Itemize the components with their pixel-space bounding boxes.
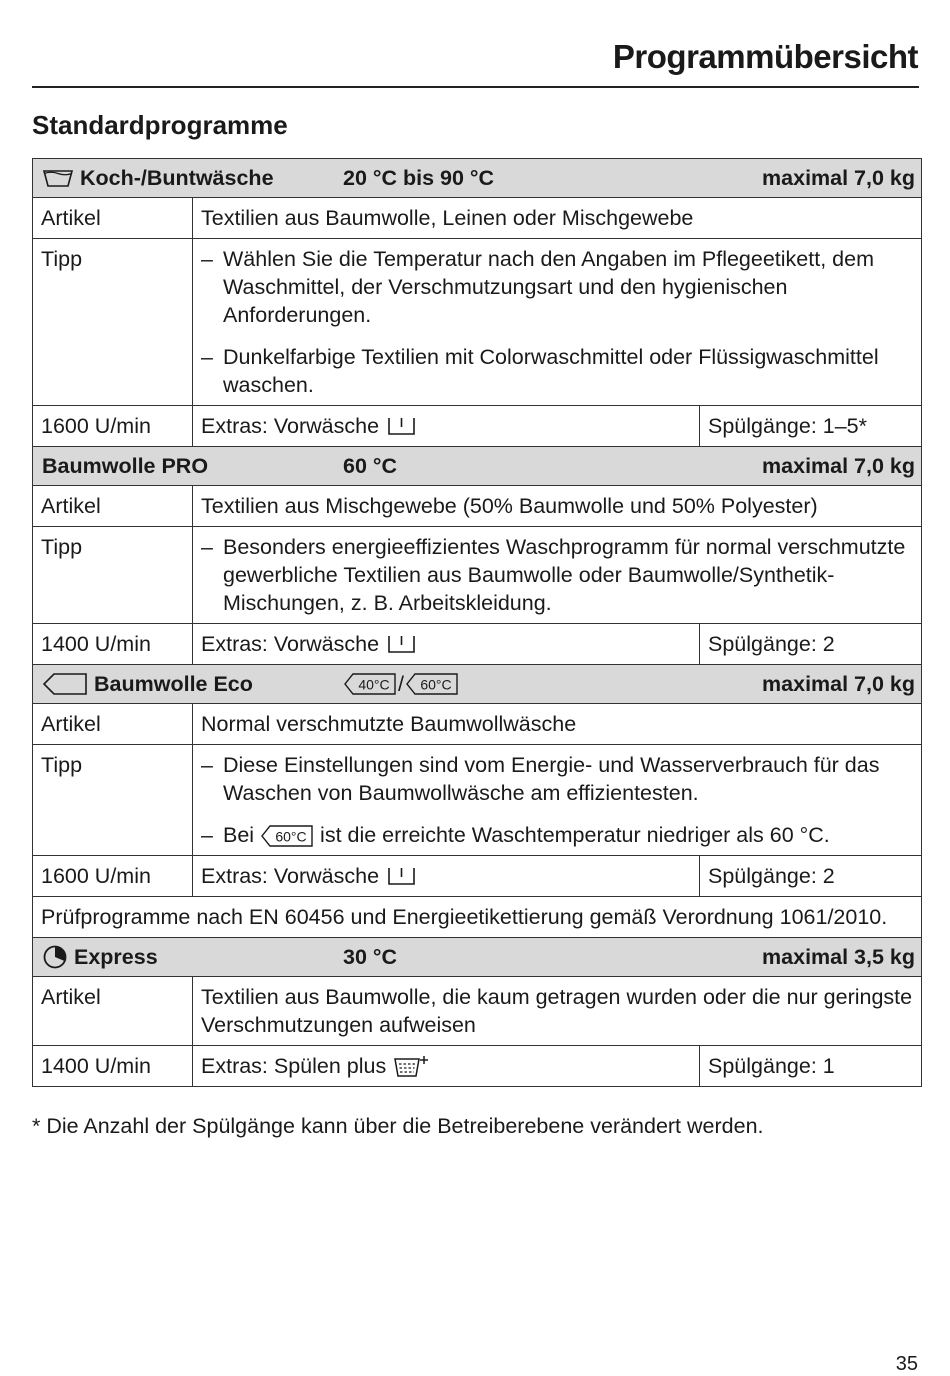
table-row bbox=[33, 745, 922, 856]
extras-label: Extras: Spülen plus bbox=[201, 1054, 387, 1078]
rinse-count: Spülgänge: 2 bbox=[700, 856, 922, 897]
test-program-note: Prüfprogramme nach EN 60456 und Energieetikettierung gemäß Verordnung 1061/2010. bbox=[33, 897, 922, 938]
table-row bbox=[33, 198, 922, 239]
temperature-separator: / bbox=[398, 672, 404, 696]
program-temperature: 20 °C bis 90 °C bbox=[343, 166, 495, 190]
table-row bbox=[33, 977, 922, 1046]
row-label: Tipp bbox=[33, 745, 193, 856]
tipp-cell bbox=[193, 745, 922, 856]
table-row bbox=[33, 704, 922, 745]
artikel-text: Textilien aus Baumwolle, Leinen oder Mischgewebe bbox=[193, 198, 922, 239]
program-max-load: maximal 7,0 kg bbox=[762, 672, 916, 696]
table-row bbox=[33, 1046, 922, 1087]
temperature-badge-40-icon bbox=[343, 672, 397, 696]
table-row bbox=[33, 406, 922, 447]
spin-speed: 1600 U/min bbox=[33, 406, 193, 447]
temperature-badge-60-icon bbox=[405, 672, 459, 696]
prewash-icon bbox=[385, 865, 419, 889]
svg-text:60°C: 60°C bbox=[420, 676, 452, 693]
extras-label: Extras: Vorwäsche bbox=[201, 632, 380, 656]
artikel-text: Textilien aus Baumwolle, die kaum getragen wurden oder die nur geringste Verschmutzungen aufweisen bbox=[193, 977, 922, 1046]
table-row bbox=[33, 239, 922, 406]
row-label: Tipp bbox=[33, 239, 193, 406]
spin-speed: 1600 U/min bbox=[33, 856, 193, 897]
program-temperature: 60 °C bbox=[343, 454, 398, 478]
header-divider bbox=[32, 86, 919, 88]
prewash-icon bbox=[385, 633, 419, 657]
row-label: Artikel bbox=[33, 198, 193, 239]
program-header-koch-buntwaesche bbox=[33, 159, 922, 198]
rinse-count: Spülgänge: 1–5* bbox=[700, 406, 922, 447]
prewash-icon bbox=[385, 415, 419, 439]
page-title: Programmübersicht bbox=[612, 38, 918, 75]
list-item: – Besonders energieeffizientes Waschprogramm für normal verschmutzte gewerbliche Textilien aus Baumwolle oder Baumwolle/Synthetik-Mischungen, z. B. Arbeitskleidung. bbox=[201, 535, 906, 615]
extras-cell bbox=[193, 406, 700, 447]
program-header-baumwolle-eco bbox=[33, 665, 922, 704]
section-title: Standardprogramme bbox=[32, 110, 288, 140]
row-label: Tipp bbox=[33, 527, 193, 624]
rinse-plus-icon bbox=[392, 1055, 430, 1079]
row-label: Artikel bbox=[33, 977, 193, 1046]
tipp-cell bbox=[193, 239, 922, 406]
footnote: * Die Anzahl der Spülgänge kann über die Betreiberebene verändert werden. bbox=[32, 1114, 764, 1138]
eco-tag-icon bbox=[42, 672, 88, 696]
list-item: – Dunkelfarbige Textilien mit Colorwaschmittel oder Flüssigwaschmittel waschen. bbox=[201, 345, 879, 397]
spin-speed: 1400 U/min bbox=[33, 1046, 193, 1087]
artikel-text: Normal verschmutzte Baumwollwäsche bbox=[193, 704, 922, 745]
rinse-count: Spülgänge: 2 bbox=[700, 624, 922, 665]
express-clock-icon bbox=[42, 944, 68, 970]
svg-text:40°C: 40°C bbox=[358, 676, 390, 693]
program-name: Express bbox=[74, 945, 158, 969]
program-header-baumwolle-pro bbox=[33, 447, 922, 486]
program-temperature: 30 °C bbox=[343, 945, 398, 969]
artikel-text: Textilien aus Mischgewebe (50% Baumwolle und 50% Polyester) bbox=[193, 486, 922, 527]
program-name: Baumwolle PRO bbox=[42, 454, 209, 478]
row-label: Artikel bbox=[33, 486, 193, 527]
table-row bbox=[33, 624, 922, 665]
list-item: – Diese Einstellungen sind vom Energie- und Wasserverbrauch für das Waschen von Baumwollwäsche am effizientesten. bbox=[201, 753, 880, 805]
program-temperature bbox=[343, 670, 459, 698]
list-item: – Bei 60°C ist die erreichte Waschtemperatur niedriger als 60 °C. bbox=[201, 823, 830, 847]
rinse-count: Spülgänge: 1 bbox=[700, 1046, 922, 1087]
program-name: Baumwolle Eco bbox=[94, 672, 253, 696]
table-row bbox=[33, 897, 922, 938]
program-table bbox=[32, 158, 922, 1087]
spin-speed: 1400 U/min bbox=[33, 624, 193, 665]
program-name: Koch-/Buntwäsche bbox=[80, 166, 274, 190]
extras-label: Extras: Vorwäsche bbox=[201, 864, 380, 888]
tipp-cell bbox=[193, 527, 922, 624]
extras-cell bbox=[193, 1046, 700, 1087]
program-max-load: maximal 7,0 kg bbox=[762, 454, 916, 478]
extras-cell bbox=[193, 856, 700, 897]
tub-icon bbox=[42, 168, 74, 188]
table-row bbox=[33, 527, 922, 624]
table-row bbox=[33, 486, 922, 527]
table-row bbox=[33, 856, 922, 897]
svg-text:60°C: 60°C bbox=[275, 828, 307, 845]
list-item: – Wählen Sie die Temperatur nach den Angaben im Pflegeetikett, dem Waschmittel, der Verschmutzungsart und den hygienischen Anforderungen. bbox=[201, 247, 874, 327]
extras-cell bbox=[193, 624, 700, 665]
row-label: Artikel bbox=[33, 704, 193, 745]
program-max-load: maximal 7,0 kg bbox=[762, 166, 916, 190]
temperature-badge-60-icon bbox=[260, 824, 314, 848]
program-max-load: maximal 3,5 kg bbox=[762, 945, 916, 969]
program-header-express bbox=[33, 938, 922, 977]
page-number: 35 bbox=[895, 1353, 918, 1375]
extras-label: Extras: Vorwäsche bbox=[201, 414, 380, 438]
